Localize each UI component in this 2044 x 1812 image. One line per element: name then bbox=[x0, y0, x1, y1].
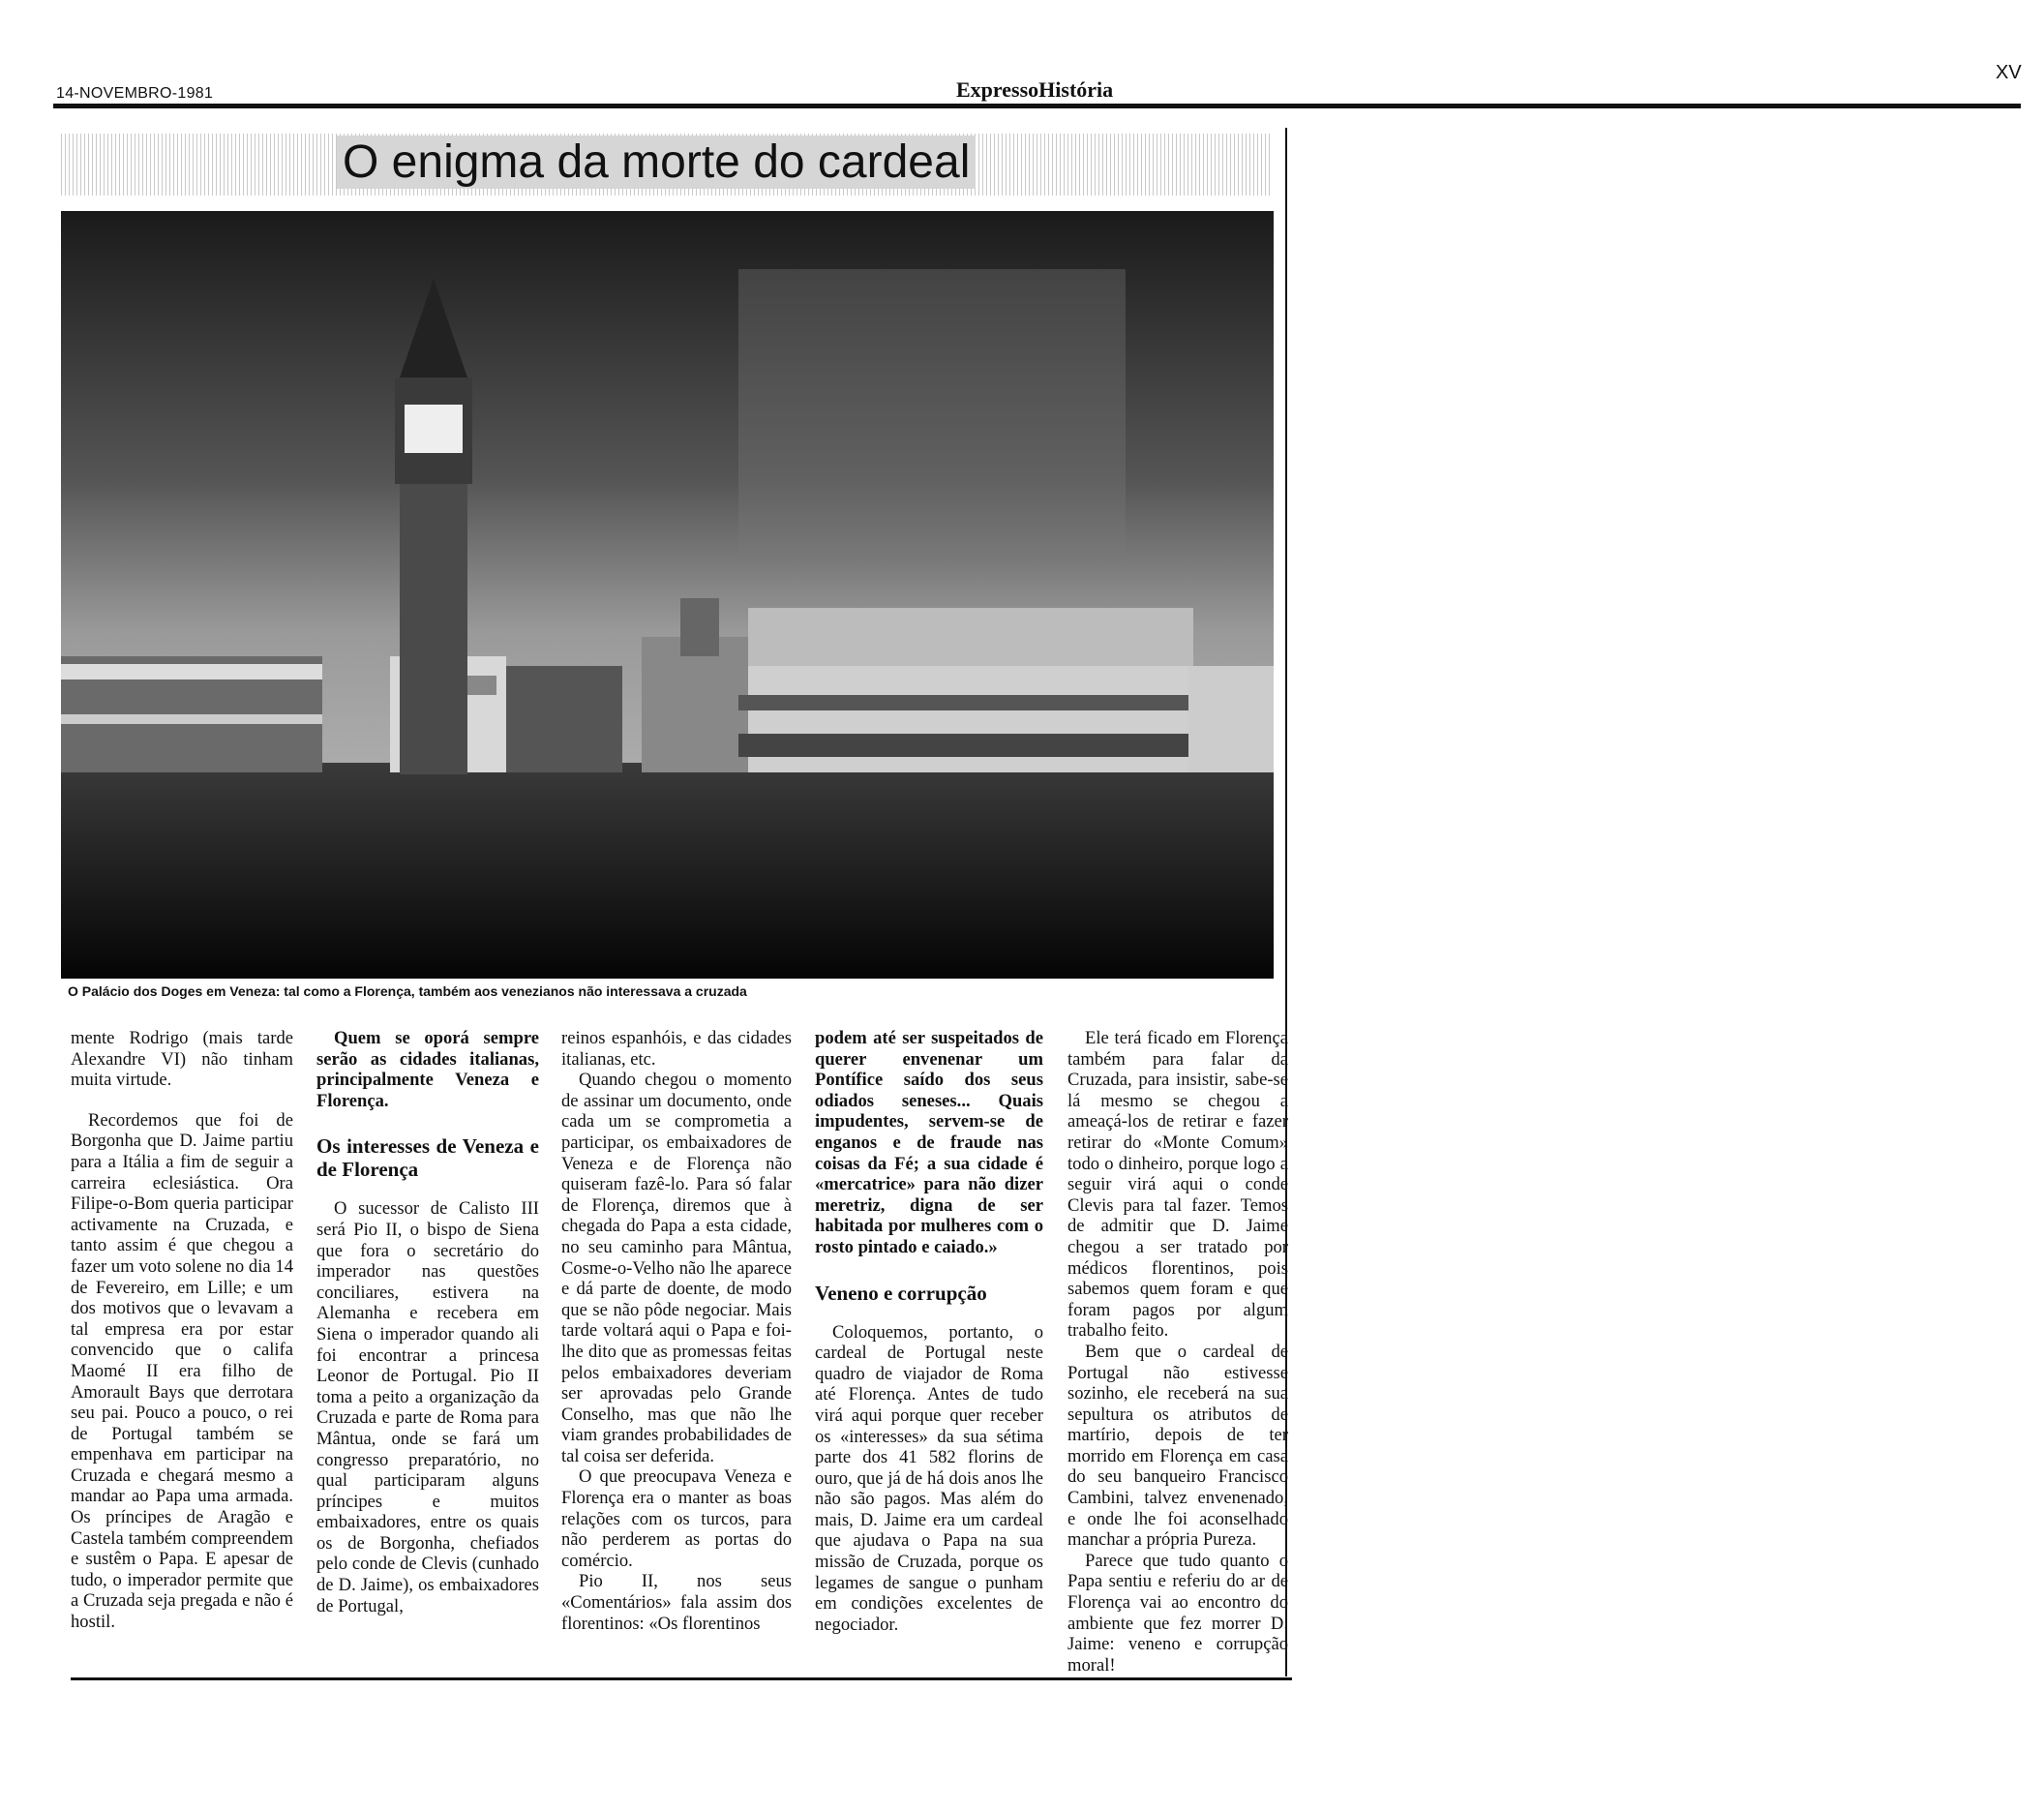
masthead: ExpressoHistória bbox=[956, 77, 1114, 102]
venice-photo bbox=[61, 211, 1274, 979]
article-column-3 bbox=[561, 1028, 792, 1634]
paragraph: Quem se oporá sempre serão as cidades italianas, principalmente Veneza e Florença. bbox=[316, 1028, 539, 1111]
paragraph: O que preocupava Veneza e Florença era o manter as boas relações com os turcos, para não perderem as portas do comércio. bbox=[561, 1466, 792, 1571]
article-column-5 bbox=[1067, 1028, 1288, 1676]
paragraph: reinos espanhóis, e das cidades italianas, etc. bbox=[561, 1028, 792, 1070]
page-number: XV bbox=[1996, 62, 2022, 83]
paragraph: Parece que tudo quanto o Papa sentiu e referiu do ar de Florença vai ao encontro do ambiente que fez morrer D. Jaime: veneno e corrupção moral! bbox=[1067, 1550, 1288, 1676]
paragraph: O sucessor de Calisto III será Pio II, o bispo de Siena que fora o secretário do imperador nas questões conciliares, estivera na Alemanha e recebera em Siena o imperador quando ali foi encontrar a princesa Leonor de Portugal. Pio II toma a peito a organização da Cruzada e parte de Roma para Mântua, onde se fará um congresso preparatório, no qual participaram alguns príncipes e muitos embaixadores, entre os quais os de Borgonha, chefiados pelo conde de Clevis (cunhado de D. Jaime), os embaixadores de Portugal, bbox=[316, 1198, 539, 1616]
article-column-2 bbox=[316, 1028, 539, 1616]
quote-paragraph: podem até ser suspeitados de querer envenenar um Pontífice saído dos seus odiados seneses... Quais impudentes, servem-se de enganos e de fraude nas coisas da Fé; a sua cidade é «mercatrice» para não dizer meretriz, digna de ser habitada por mulheres com o rosto pintado e caiado.» bbox=[815, 1028, 1043, 1257]
paragraph: Pio II, nos seus «Comentários» fala assim dos florentinos: «Os florentinos bbox=[561, 1571, 792, 1634]
issue-date: 14-NOVEMBRO-1981 bbox=[56, 85, 214, 102]
section-heading: Veneno e corrupção bbox=[815, 1281, 987, 1305]
footer-rule bbox=[71, 1677, 1292, 1680]
article-column-4 bbox=[815, 1028, 1043, 1635]
paragraph: mente Rodrigo (mais tarde Alexandre VI) não tinham muita virtude. bbox=[71, 1028, 293, 1091]
paragraph: Coloquemos, portanto, o cardeal de Portugal neste quadro de viajador de Roma até Florença. Antes de tudo virá aqui porque quer receber os «interesses» da sua sétima parte dos 41 582 florins de ouro, que já de há dois anos lhe não são pagos. Mas além do mais, D. Jaime era um cardeal que ajudava o Papa na sua missão de Cruzada, porque os legames de sangue o punham em condições excelentes de negociador. bbox=[815, 1321, 1043, 1635]
paragraph: Quando chegou o momento de assinar um documento, onde cada um se comprometia a participar, os embaixadores de Veneza e de Florença não quiseram fazê-lo. Para só falar de Florença, diremos que à chegada do Papa a esta cidade, no seu caminho para Mântua, Cosme-o-Velho não lhe aparece e dá parte de doente, de modo que se não pôde negociar. Mais tarde voltará aqui o Papa e foi-lhe dito que as promessas feitas pelos embaixadores deveriam ser aprovadas pelo Grande Conselho, mas que não lhe viam grandes probabilidades de tal coisa ser deferida. bbox=[561, 1070, 792, 1466]
section-heading: Os interesses de Veneza e de Florença bbox=[316, 1134, 539, 1182]
photo-caption: O Palácio dos Doges em Veneza: tal como a Florença, também aos venezianos não interessava a cruzada bbox=[68, 983, 747, 999]
header-rule bbox=[53, 104, 2021, 108]
paragraph: Recordemos que foi de Borgonha que D. Jaime partiu para a Itália a fim de seguir a carreira eclesiástica. Ora Filipe-o-Bom queria participar activamente na Cruzada, e tanto assim é que chegou a fazer um voto solene no dia 14 de Fevereiro, em Lille; e um dos motivos que o levavam a tal empresa era por estar convencido que o califa Maomé II era filho de Amorault Bays que derrotara seu pai. Pouco a pouco, o rei de Portugal também se empenhava em participar na Cruzada e chegará mesmo a mandar ao Papa uma armada. Os príncipes de Aragão e Castela também compreendem e sustêm o Papa. E apesar de tudo, o imperador permite que a Cruzada seja pregada e não é hostil. bbox=[71, 1109, 293, 1633]
paragraph: Ele terá ficado em Florença também para falar da Cruzada, para insistir, sabe-se lá mesmo se chegou a ameaçá-los de retirar e fazer retirar do «Monte Comum» todo o dinheiro, porque logo a seguir virá aqui o conde Clevis para tal fazer. Temos de admitir que D. Jaime chegou a ser tratado por médicos florentinos, pois sabemos quem foram e que foram pagos por algum trabalho feito. bbox=[1067, 1028, 1288, 1342]
article-title: O enigma da morte do cardeal bbox=[337, 136, 976, 189]
article-column-1 bbox=[71, 1028, 293, 1633]
paragraph: Bem que o cardeal de Portugal não estivesse sozinho, ele receberá na sua sepultura os atributos de martírio, depois de ter morrido em Florença em casa do seu banqueiro Francisco Cambini, talvez envenenado, e onde lhe foi aconselhado manchar a própria Pureza. bbox=[1067, 1341, 1288, 1551]
